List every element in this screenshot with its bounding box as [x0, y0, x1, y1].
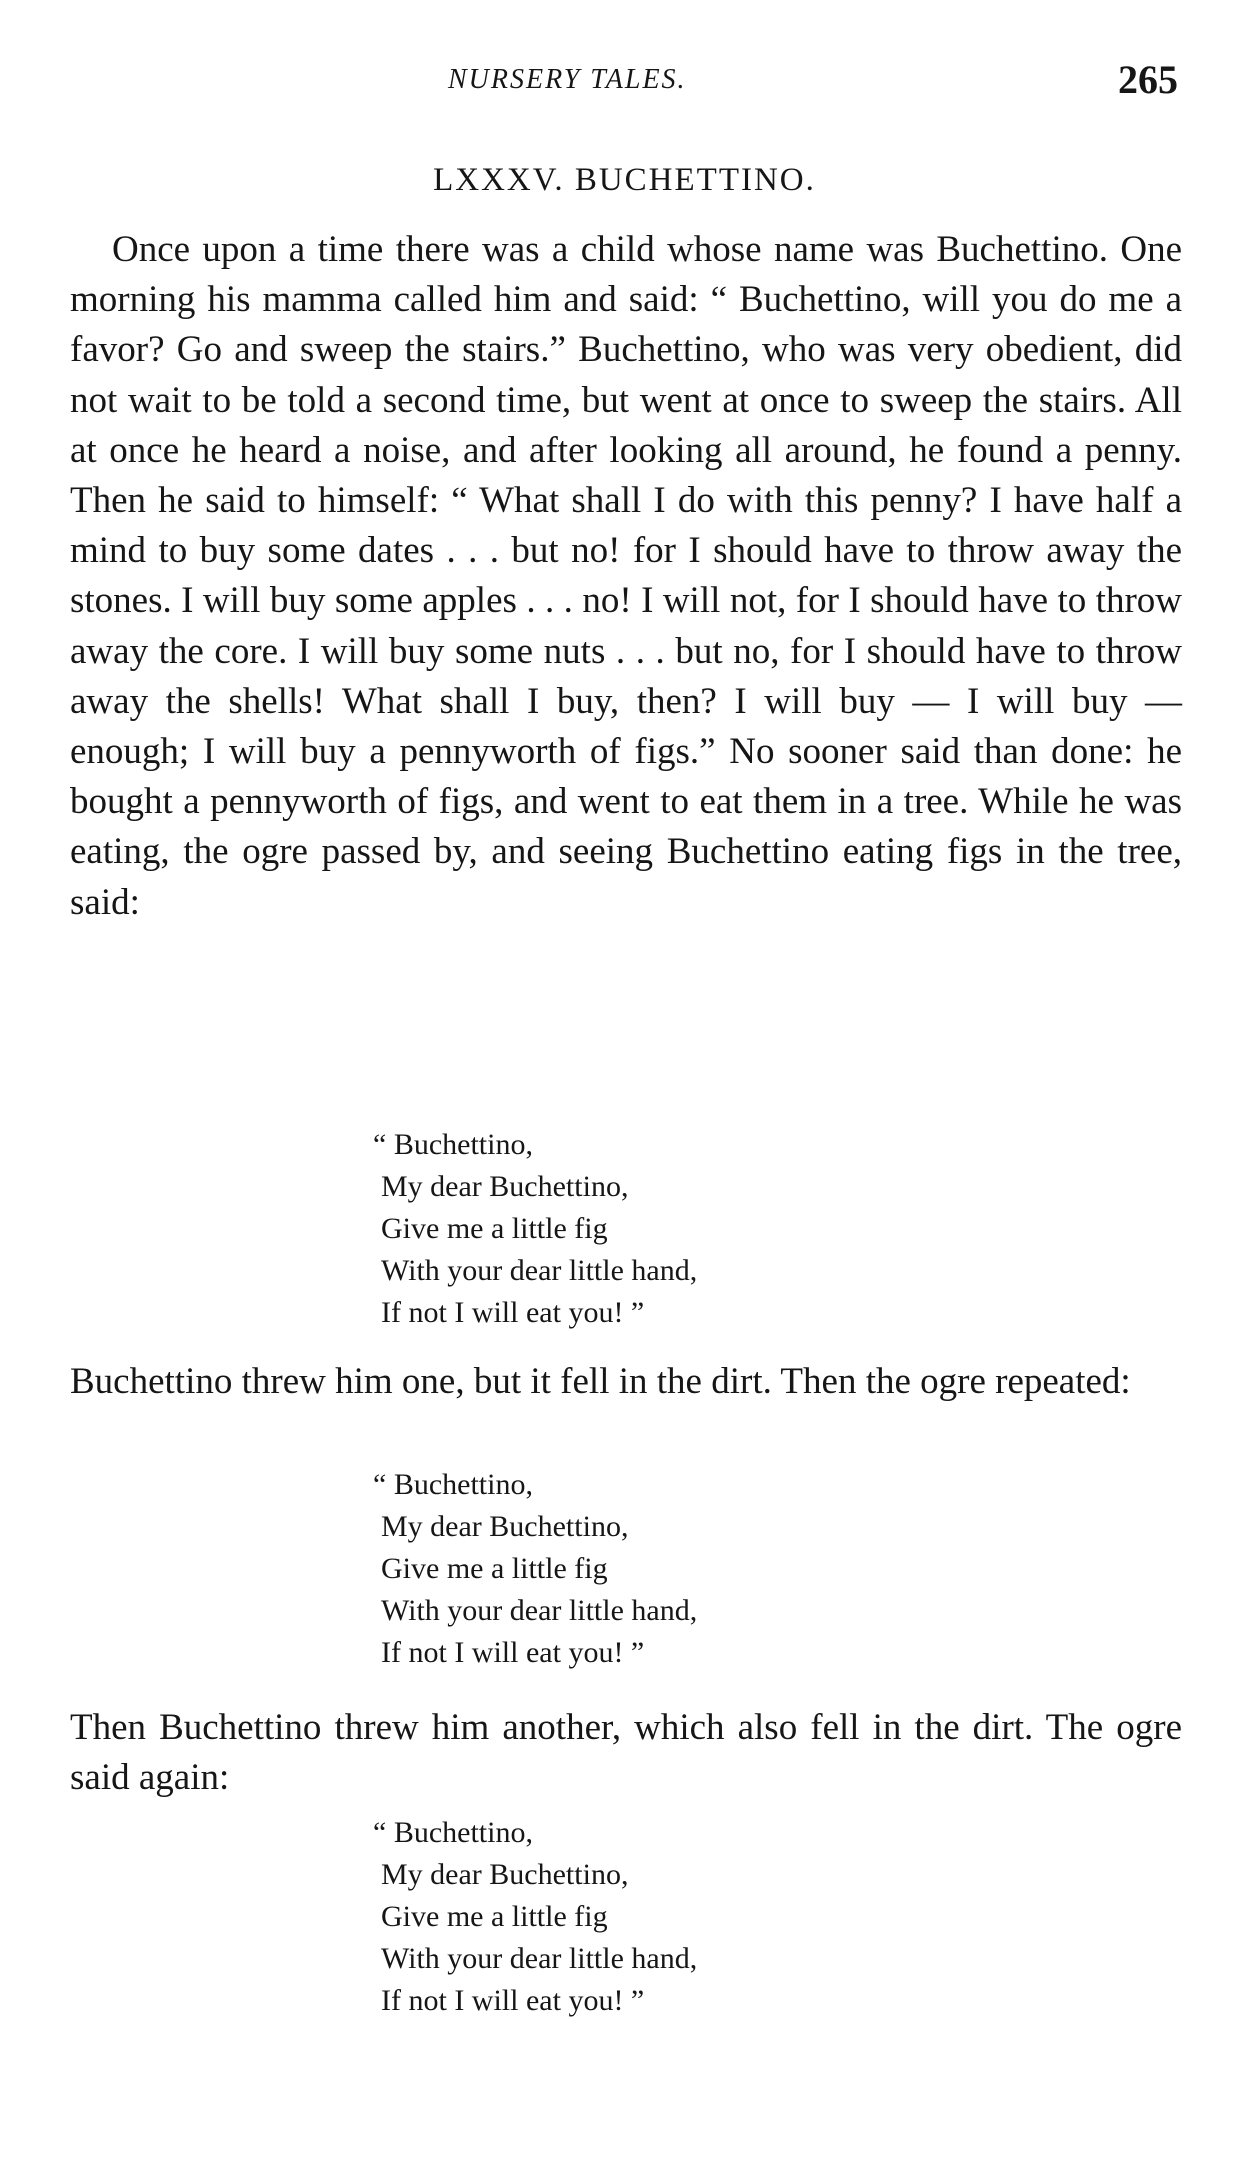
- running-header: [0, 56, 1249, 106]
- running-title: NURSERY TALES.: [448, 64, 687, 95]
- verse-line: If not I will eat you! ”: [381, 1984, 645, 2017]
- verse-line: If not I will eat you! ”: [381, 1636, 645, 1669]
- verse-line: Give me a little fig: [381, 1552, 608, 1585]
- verse-block: [373, 1124, 698, 1334]
- verse-block: [373, 1464, 698, 1674]
- verse-line: If not I will eat you! ”: [381, 1296, 645, 1329]
- verse-line: My dear Buchettino,: [381, 1170, 629, 1203]
- paragraph-second: Buchettino threw him one, but it fell in the dirt. Then the ogre repeated:: [70, 1361, 1131, 1402]
- verse-line: With your dear little hand,: [381, 1254, 698, 1287]
- paragraph-third: Then Buchettino threw him another, which also fell in the dirt. The ogre said again:: [70, 1707, 1182, 1799]
- verse-line: Give me a little fig: [381, 1212, 608, 1245]
- verse-line: With your dear little hand,: [381, 1942, 698, 1975]
- verse-line: “ Buchettino,: [373, 1128, 533, 1161]
- page-number: 265: [1118, 57, 1178, 102]
- verse-line: My dear Buchettino,: [381, 1858, 629, 1891]
- verse-line: With your dear little hand,: [381, 1594, 698, 1627]
- verse-line: My dear Buchettino,: [381, 1510, 629, 1543]
- verse-line: “ Buchettino,: [373, 1816, 533, 1849]
- chapter-heading: LXXXV. BUCHETTINO.: [433, 162, 816, 198]
- verse-line: Give me a little fig: [381, 1900, 608, 1933]
- paragraph-opening: Once upon a time there was a child whose name was Buchettino. One morning his mamma called him and said: “ Buchettino, will you do me a favor? Go and sweep the stairs.” Buchettino, who was very obedient, did not wait to be told a second time, but went at once to sweep the stairs. All at once he heard a noise, and after looking all around, he found a penny. Then he said to himself: “ What shall I do with this penny? I have half a mind to buy some dates . . . but no! for I should have to throw away the stones. I will buy some apples . . . no! I will not, for I should have to throw away the core. I will buy some nuts . . . but no, for I should have to throw away the shells! What shall I buy, then? I will buy — I will buy — enough; I will buy a pennyworth of figs.” No sooner said than done: he bought a pennyworth of figs, and went to eat them in a tree. While he was eating, the ogre passed by, and seeing Buchettino eating figs in the tree, said:: [70, 229, 1182, 923]
- verse-line: “ Buchettino,: [373, 1468, 533, 1501]
- verse-block: [373, 1812, 698, 2022]
